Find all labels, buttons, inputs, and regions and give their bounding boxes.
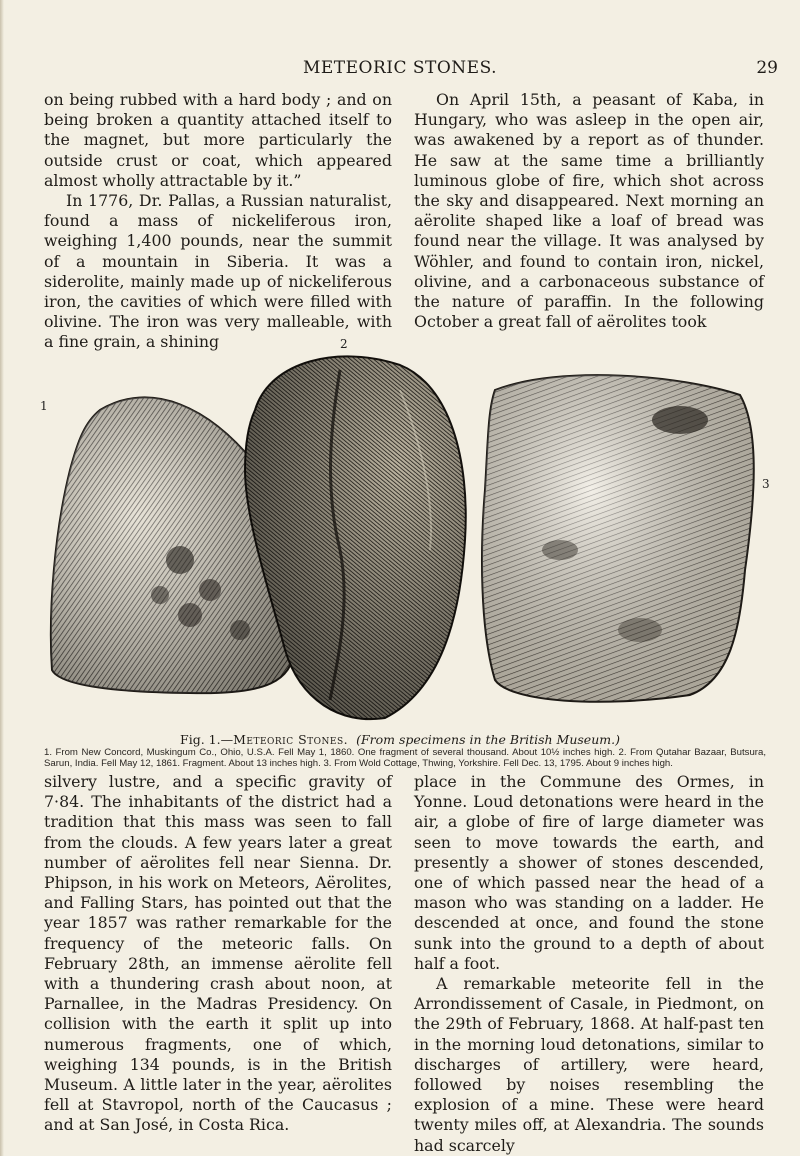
paragraph: A remarkable meteorite fell in the Arrondissement of Casale, in Piedmont, on the 29th of February, 1868. At half-past ten in the morning loud detonations, similar to discharges of artillery, were heard, followed by noises resembling the explosion of a mine. These were heard twenty miles off, at Alexandria. The sounds had scarcely — [414, 974, 764, 1155]
meteorite-3 — [482, 375, 754, 702]
figure-label-3: 3 — [762, 477, 770, 491]
page-edge-shadow — [0, 0, 4, 1156]
caption-main: Meteoric Stones. — [233, 732, 349, 747]
running-header — [0, 58, 800, 82]
running-title: METEORIC STONES. — [302, 58, 498, 78]
column-top-left — [44, 90, 392, 353]
figure-label-1: 1 — [40, 399, 48, 413]
paragraph: silvery lustre, and a specific gravity of 7·84. The inhabitants of the district had a tradition that this mass was seen to fall from the clouds. A few years later a great number of aërolites fell near Sienna. Dr. Phipson, in his work on Meteors, Aërolites, and Falling Stars, has pointed out that the year 1857 was rather remarkable for the frequency of the meteoric falls. On February 28th, an immense aërolite fell with a thundering crash about noon, at Parnallee, in the Madras Presidency. On collision with the earth it split up into numerous fragments, one of which, weighing 134 pounds, is in the British Museum. A little later in the year, aërolites fell at Stavropol, north of the Caucasus ; and at San José, in Costa Rica. — [44, 772, 392, 1135]
meteoric-stones-engraving — [40, 337, 770, 725]
paragraph: In 1776, Dr. Pallas, a Russian naturalist, found a mass of nickeliferous iron, weighing 1,400 pounds, near the summit of a mountain in Siberia. It was a siderolite, mainly made up of nickeliferous iron, the cavities of which were filled with olivine. The iron was very malleable, with a fine grain, a shining — [44, 191, 392, 352]
caption-source: (From specimens in the British Museum.) — [356, 732, 620, 747]
paragraph: On April 15th, a peasant of Kaba, in Hungary, who was asleep in the open air, was awakened by a report as of thunder. He saw at the same time a brilliantly luminous globe of fire, which shot across the sky and disappeared. Next morning an aërolite shaped like a loaf of bread was found near the village. It was analysed by Wöhler, and found to contain iron, nickel, olivine, and a carbonaceous substance of the nature of paraffin. In the following October a great fall of aërolites took — [414, 90, 764, 332]
page-number: 29 — [756, 58, 778, 78]
figure-label-2: 2 — [340, 337, 348, 351]
figure-caption — [0, 732, 800, 747]
column-bottom-right — [414, 772, 764, 1156]
column-top-right — [414, 90, 764, 332]
column-bottom-left — [44, 772, 392, 1136]
paragraph: place in the Commune des Ormes, in Yonne. Loud detonations were heard in the air, a globe of fire of large diameter was seen to move towards the earth, and presently a shower of stones descended, one of which passed near the head of a mason who was standing on a ladder. He descended at once, and found the stone sunk into the ground to a depth of about half a foot. — [414, 772, 764, 973]
caption-prefix: Fig. 1.— — [180, 732, 234, 747]
figure-subcaption: 1. From New Concord, Muskingum Co., Ohio, U.S.A. Fell May 1, 1860. One fragment of several thousand. About 10½ inches high. 2. From Qutahar Bazaar, Butsura, Sarun, India. Fell May 12, 1861. Fragment. About 13 inches high. 3. From Wold Cottage, Thwing, Yorkshire. Fell Dec. 13, 1795. About 9 inches high. — [44, 747, 766, 769]
paragraph: on being rubbed with a hard body ; and on being broken a quantity attached itself to the magnet, but more particularly the outside crust or coat, which appeared almost wholly attractable by it.” — [44, 90, 392, 190]
engraving-illustration — [40, 337, 770, 725]
